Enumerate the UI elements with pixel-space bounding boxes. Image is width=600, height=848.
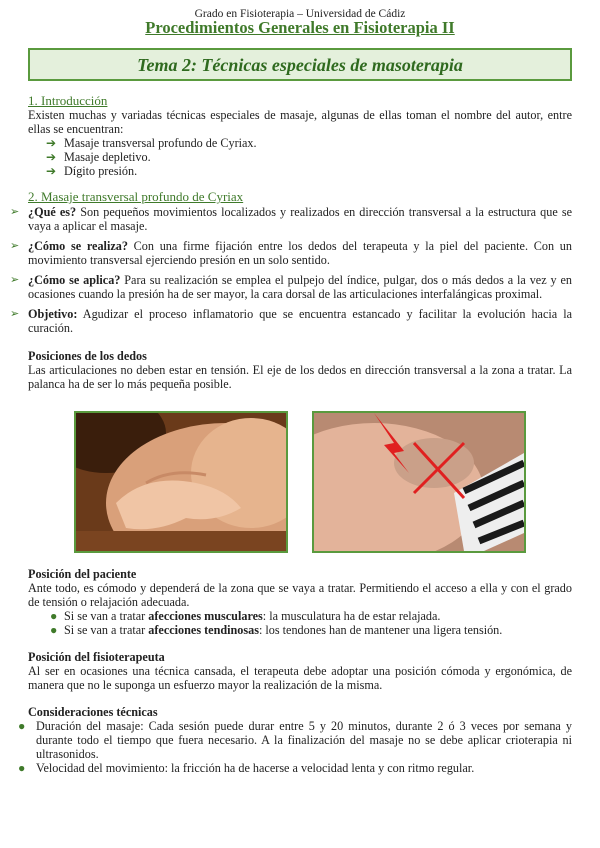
arrow-icon: ➔ [46, 164, 57, 178]
therapist-heading: Posición del fisioterapeuta [28, 650, 165, 664]
arrow-icon: ➔ [46, 136, 57, 150]
list-item: ➢ ¿Cómo se aplica? Para su realización se emplea el pulpejo del índice, pulgar, dos o más dedos a la vez y en ocasiones cuando la presión ha de ser mayor, la cara dorsal de las articulaciones interfalángicas proximal. [10, 273, 572, 301]
bullet-icon: ● [50, 623, 58, 637]
bullet-icon: ● [18, 719, 26, 733]
bullet-icon: ● [18, 761, 26, 775]
cyriax-list [10, 205, 572, 335]
list-item: ➔ Dígito presión. [46, 164, 138, 178]
list-item: ➔ Masaje transversal profundo de Cyriax. [46, 136, 257, 150]
photo-row [74, 411, 572, 553]
cyriax-heading: 2. Masaje transversal profundo de Cyriax [28, 189, 244, 204]
fingers-heading: Posiciones de los dedos [28, 349, 147, 363]
list-item: ➢ ¿Cómo se realiza? Con una firme fijación entre los dedos del terapeuta y la piel del paciente. Con un movimiento transversal ejerciendo presión en un solo sentido. [10, 239, 572, 267]
list-item: ● Duración del masaje: Cada sesión puede durar entre 5 y 20 minutos, durante 2 ó 3 veces por semana y durante todo el tiempo que fuera necesario. A la finalización del masaje no se debe aplicar crioterapia ni ultrasonidos. [18, 719, 572, 761]
list-item: ➢ ¿Qué es? Son pequeños movimientos localizados y realizados en dirección transversal a la estructura que se vaya a aplicar el masaje. [10, 205, 572, 233]
course-title: Procedimientos Generales en Fisioterapia II [145, 18, 455, 37]
intro-heading: 1. Introducción [28, 93, 108, 108]
triangle-bullet-icon: ➢ [10, 240, 20, 252]
topic-title: Tema 2: Técnicas especiales de masoterapia [137, 54, 463, 75]
bullet-icon: ● [50, 609, 58, 623]
list-item: ● Si se van a tratar afecciones tendinosas: los tendones han de mantener una ligera tensión. [50, 623, 503, 637]
photo-incorrect-position [312, 411, 526, 553]
technical-list [18, 719, 572, 775]
topic-banner [28, 48, 572, 81]
massage-photo-1 [76, 413, 286, 551]
fingers-text: Las articulaciones no deben estar en tensión. El eje de los dedos en dirección transversal a la zona a tratar. La palanca ha de ser lo más pequeña posible. [28, 363, 572, 391]
list-item: ● Si se van a tratar afecciones musculares: la musculatura ha de estar relajada. [50, 609, 441, 623]
photo-massage-shoulder [74, 411, 288, 553]
arrow-icon: ➔ [46, 150, 57, 164]
triangle-bullet-icon: ➢ [10, 206, 20, 218]
technical-heading: Consideraciones técnicas [28, 705, 158, 719]
triangle-bullet-icon: ➢ [10, 274, 20, 286]
patient-list [28, 609, 572, 637]
therapist-text: Al ser en ocasiones una técnica cansada, el terapeuta debe adoptar una posición cómoda y ergonómica, de manera que no le suponga un esfuerzo mayor la realización de la misma. [28, 664, 572, 692]
patient-text: Ante todo, es cómodo y dependerá de la zona que se vaya a tratar. Permitiendo el acceso a ella y con el grado de tensión o relajación adecuada. [28, 581, 572, 609]
list-item: ➢ Objetivo: Agudizar el proceso inflamatorio que se encuentra estancado y facilitar la evolución hacia la curación. [10, 307, 572, 335]
list-item: ● Velocidad del movimiento: la fricción ha de hacerse a velocidad lenta y con ritmo regular. [18, 761, 475, 775]
patient-heading: Posición del paciente [28, 567, 137, 581]
header-line: Grado en Fisioterapia – Universidad de Cádiz [194, 8, 406, 20]
list-item: ➔ Masaje depletivo. [46, 150, 151, 164]
intro-list [28, 136, 572, 178]
document-page [10, 0, 572, 775]
massage-photo-2 [314, 413, 524, 551]
intro-text: Existen muchas y variadas técnicas especiales de masaje, algunas de ellas toman el nombre del autor, entre ellas se encuentran: [28, 108, 572, 136]
triangle-bullet-icon: ➢ [10, 308, 20, 320]
